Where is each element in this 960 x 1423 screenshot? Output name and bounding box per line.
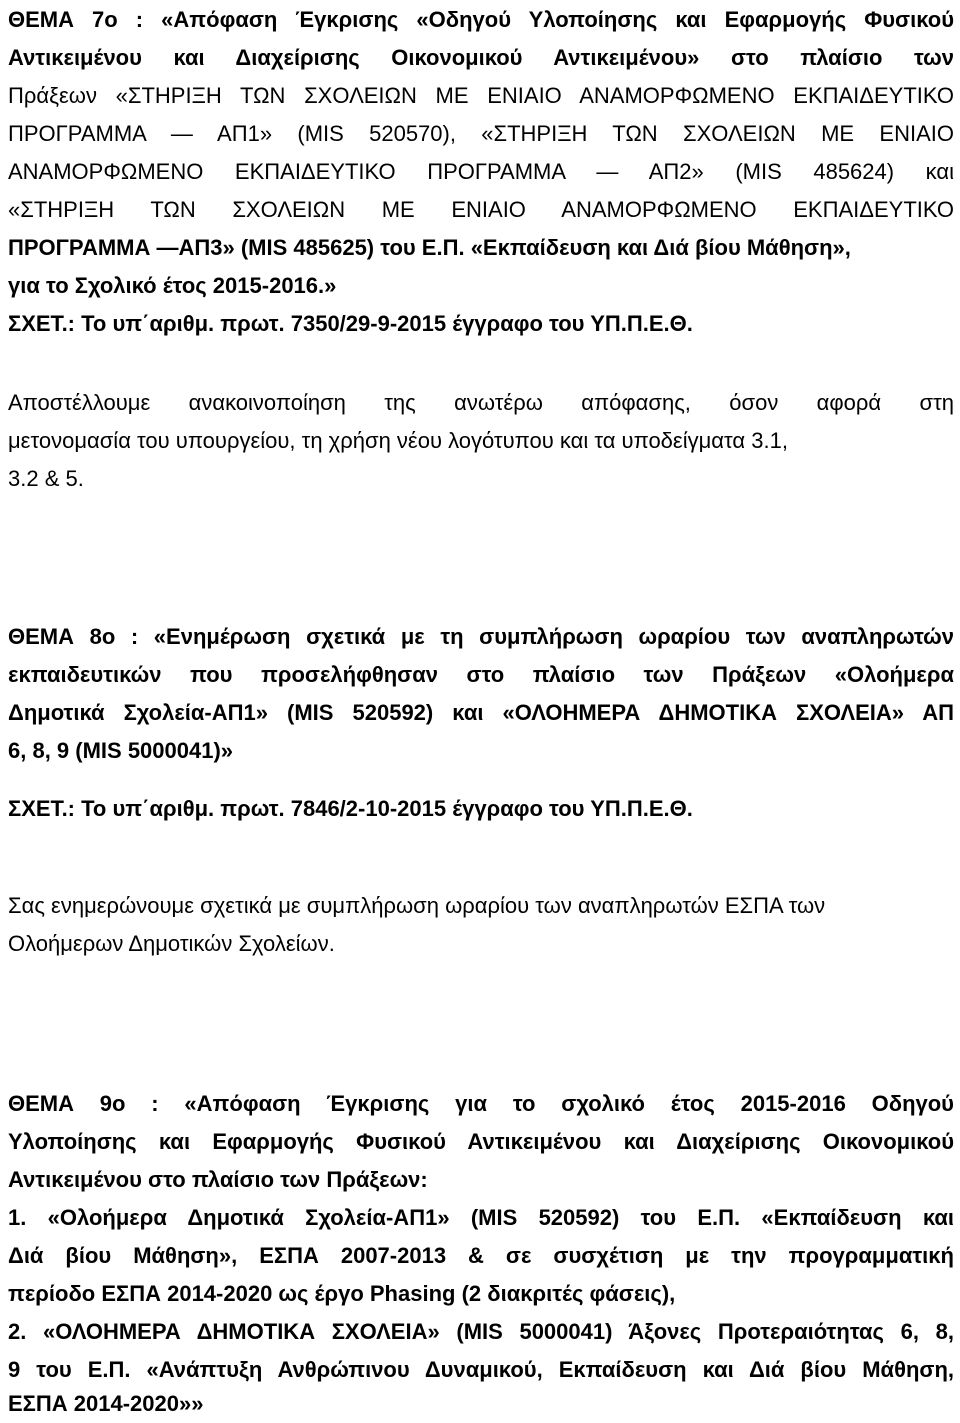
topic9-item-1-line-2: Διά βίου Μάθηση», ΕΣΠΑ 2007-2013 & σε συσχέτιση με την προγραμματική <box>8 1243 954 1268</box>
topic7-heading-line-8: για το Σχολικό έτος 2015-2016.» <box>8 273 337 298</box>
topic7-heading-line-4: ΠΡΟΓΡΑΜΜΑ — ΑΠ1» (MIS 520570), «ΣΤΗΡΙΞΗ ΤΩΝ ΣΧΟΛΕΙΩΝ ΜΕ ΕΝΙΑΙΟ <box>8 121 954 146</box>
topic7-body-line-3: 3.2 & 5. <box>8 466 84 491</box>
topic9-item-2-line-1: 2. «ΟΛΟΗΜΕΡΑ ΔΗΜΟΤΙΚΑ ΣΧΟΛΕΙΑ» (MIS 5000041) Άξονες Προτεραιότητας 6, 8, <box>8 1319 954 1344</box>
topic7-heading-line-7: ΠΡΟΓΡΑΜΜΑ —ΑΠ3» (MIS 485625) του Ε.Π. «Εκπαίδευση και Διά βίου Μάθηση», <box>8 235 851 260</box>
topic9-heading-line-3: Αντικειμένου στο πλαίσιο των Πράξεων: <box>8 1167 428 1192</box>
topic8-body-line-1: Σας ενημερώνουμε σχετικά με συμπλήρωση ωραρίου των αναπληρωτών ΕΣΠΑ των <box>8 893 826 918</box>
topic9-item-2-line-3: ΕΣΠΑ 2014-2020»» <box>8 1391 204 1416</box>
topic7-body-line-2: μετονομασία του υπουργείου, τη χρήση νέου λογότυπου και τα υποδείγματα 3.1, <box>8 428 788 453</box>
topic7-heading-line-1: ΘΕΜΑ 7ο : «Απόφαση Έγκρισης «Οδηγού Υλοποίησης και Εφαρμογής Φυσικού <box>8 7 954 32</box>
topic9-item-1-line-1: 1. «Ολοήμερα Δημοτικά Σχολεία-ΑΠ1» (MIS 520592) του Ε.Π. «Εκπαίδευση και <box>8 1205 954 1230</box>
topic8-heading-line-2: εκπαιδευτικών που προσελήφθησαν στο πλαίσιο των Πράξεων «Ολοήμερα <box>8 662 954 687</box>
topic9-heading-line-2: Υλοποίησης και Εφαρμογής Φυσικού Αντικειμένου και Διαχείρισης Οικονομικού <box>8 1129 954 1154</box>
topic7-heading-line-3: Πράξεων «ΣΤΗΡΙΞΗ ΤΩΝ ΣΧΟΛΕΙΩΝ ΜΕ ΕΝΙΑΙΟ ΑΝΑΜΟΡΦΩΜΕΝΟ ΕΚΠΑΙΔΕΥΤΙΚΟ <box>8 83 954 108</box>
topic9-heading-line-1: ΘΕΜΑ 9ο : «Απόφαση Έγκρισης για το σχολικό έτος 2015-2016 Οδηγού <box>8 1091 954 1116</box>
topic7-body-line-1: Αποστέλλουμε ανακοινοποίηση της ανωτέρω απόφασης, όσον αφορά στη <box>8 390 954 415</box>
topic7-heading-line-6: «ΣΤΗΡΙΞΗ ΤΩΝ ΣΧΟΛΕΙΩΝ ΜΕ ΕΝΙΑΙΟ ΑΝΑΜΟΡΦΩΜΕΝΟ ΕΚΠΑΙΔΕΥΤΙΚΟ <box>8 197 954 222</box>
topic8-heading-line-1: ΘΕΜΑ 8ο : «Ενημέρωση σχετικά με τη συμπλήρωση ωραρίου των αναπληρωτών <box>8 624 954 649</box>
topic8-body-line-2: Ολοήμερων Δημοτικών Σχολείων. <box>8 931 335 956</box>
topic9-item-2-line-2: 9 του Ε.Π. «Ανάπτυξη Ανθρώπινου Δυναμικού, Εκπαίδευση και Διά βίου Μάθηση, <box>8 1357 954 1382</box>
topic7-reference: ΣΧΕΤ.: Το υπ΄αριθμ. πρωτ. 7350/29-9-2015 έγγραφο του ΥΠ.Π.Ε.Θ. <box>8 311 693 336</box>
topic8-reference: ΣΧΕΤ.: Το υπ΄αριθμ. πρωτ. 7846/2-10-2015 έγγραφο του ΥΠ.Π.Ε.Θ. <box>8 796 693 821</box>
topic8-heading-line-4: 6, 8, 9 (MIS 5000041)» <box>8 738 234 763</box>
topic9-item-1-line-3: περίοδο ΕΣΠΑ 2014-2020 ως έργο Phasing (2 διακριτές φάσεις), <box>8 1281 676 1306</box>
topic8-heading-line-3: Δημοτικά Σχολεία-ΑΠ1» (MIS 520592) και «ΟΛΟΗΜΕΡΑ ΔΗΜΟΤΙΚΑ ΣΧΟΛΕΙΑ» ΑΠ <box>8 700 954 725</box>
topic7-heading-line-2: Αντικειμένου και Διαχείρισης Οικονομικού Αντικειμένου» στο πλαίσιο των <box>8 45 954 70</box>
topic7-heading-line-5: ΑΝΑΜΟΡΦΩΜΕΝΟ ΕΚΠΑΙΔΕΥΤΙΚΟ ΠΡΟΓΡΑΜΜΑ — ΑΠ2» (MIS 485624) και <box>8 159 954 184</box>
